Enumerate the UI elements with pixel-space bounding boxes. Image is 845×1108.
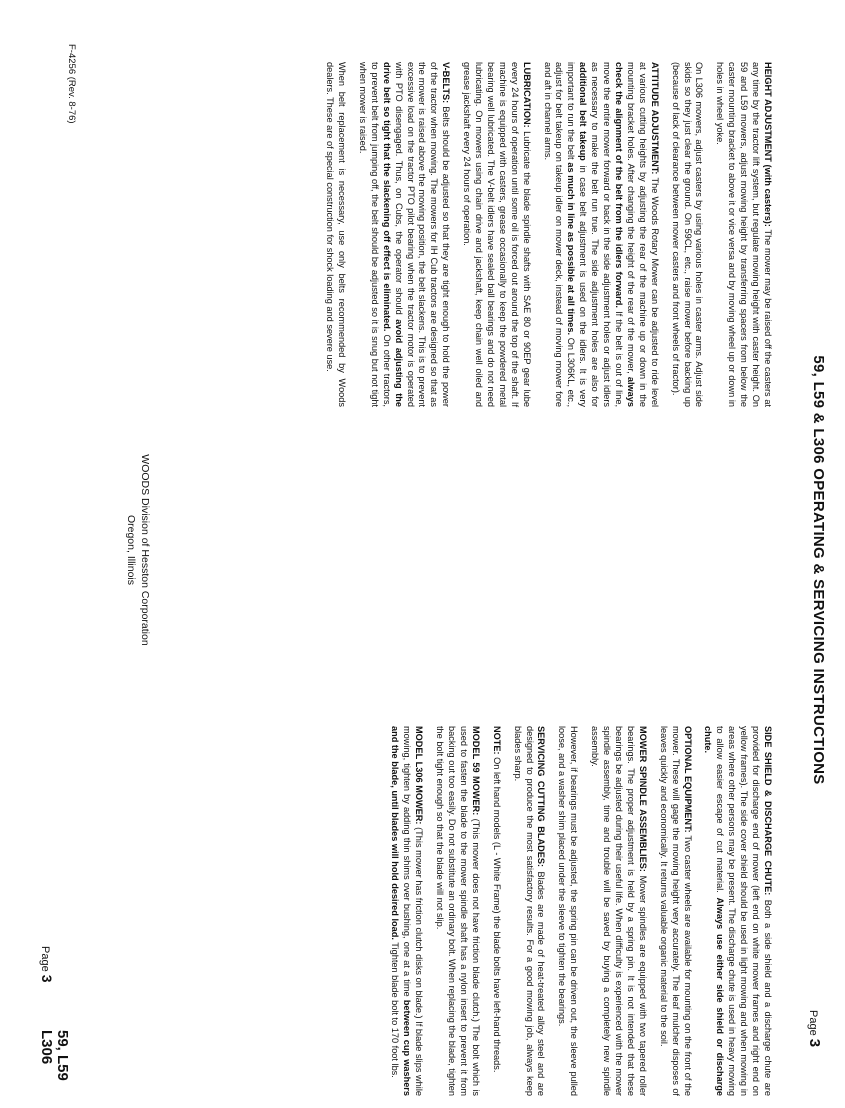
section-height-adjustment (713, 62, 773, 407)
page-number: 3 (806, 1038, 823, 1048)
page-number-bottom: Page 3 (39, 946, 55, 983)
section-lubrication: LUBRICATION: Lubricate the blade spindle shafts with SAE 80 or 90EP gear lube every 24 hours of operation until some oil is forced out around the top of the shaft. If machine is equipped with casters, grease occasionally to keep the powdered metal bearing well lubricated. The V-belt idlers have sealed ball bearings and do not need lubricating. On mowers using chain drive and jackshaft, keep chain well oiled and grease jackshaft every 24 hours of operation. (462, 62, 532, 407)
column-left (314, 62, 773, 407)
section-heading: MODEL L306 MOWER: (414, 726, 425, 825)
section-heading: V-BELTS: (441, 62, 452, 104)
model-line-2: L306 (38, 1030, 55, 1065)
footer-company (124, 400, 152, 700)
paragraph-spindle-bearings: However, if bearings must be adjusted, the spring pin can be driven out, the sleeve pulled loose, and a washer shim placed under the sleeve to tighten the bearings. (557, 726, 580, 1096)
section-heading: LUBRICATION: (521, 62, 532, 128)
column-right (380, 726, 773, 1096)
section-optional-equipment: OPTIONAL EQUIPMENT: Two caster wheels are available for mounting on the front of the mower. These will gage the mowing height very accurately. The leaf mulcher disposes of leaves quickly and economically. It returns valuable organic material to the soil. (658, 726, 693, 1096)
section-spindle-assemblies: MOWER SPINDLE ASSEMBLIES: Mower spindles are equipped with two tapered roller bearings. The proper adjustment is held by a spring pin. It is not intended that these bearings be adjusted during their useful life. When difficulty is experienced with the mower spindle assembly, time and trouble will be saved by buying a completely new spindle assembly. (590, 726, 648, 1097)
form-number: F-4256 (Rev. 8-76) (66, 44, 77, 124)
section-cutting-blades: SERVICING CUTTING BLADES: Blades are made of heat-treated alloy steel and are designed to produce the most satisfactory results. For a good mowing job, always keep blades sharp. (512, 726, 547, 1097)
model-numbers (38, 1030, 70, 1081)
company-location: Oregon, Illinois (125, 514, 137, 586)
paragraph-belt-replacement: When belt replacement is necessary, use only belts recommended by Woods dealers. These are of special construction for shock loading and severe use. (325, 62, 347, 407)
section-heading: HEIGHT ADJUSTMENT (with casters): (763, 62, 773, 227)
company-name: WOODS Division of Hesston Corporation (139, 454, 151, 646)
section-heading: MODEL 59 MOWER: (470, 726, 481, 816)
page-title: 59, L59 & L306 OPERATING & SERVICING INSTRUCTIONS (810, 355, 827, 785)
section-model-59: MODEL 59 MOWER: (This mower does not have friction blade clutch.) The bolt which is used to fasten the blade to the mower spindle shaft has a nylon insert to prevent it from backing out too easily. Do not substitute an ordinary bolt. When replacing the blade, tighten the bolt tight enough so that the blade will not slip. (435, 726, 481, 1096)
section-text: The mower may be raised off the casters at any time by the tractor lift system, but regulate mowing height with caster height. On 59 and L59 mowers, adjust mowing height by transferring spacers from below the caster mounting bracket to above it or vice versa and by moving wheel up or down in holes in wheel yoke. (715, 62, 773, 407)
section-heading: SIDE SHIELD & DISCHARGE CHUTE: (763, 726, 773, 896)
section-side-shield: SIDE SHIELD & DISCHARGE CHUTE: Both a side shield and a discharge chute are provided for discharge end of mower (left end on white mower frames and right end on yellow frames). The side cover shield should be used in light mowing and when mowing in areas where other persons may be present. The discharge chute is used in heavy mowing to allow easier escape of cut material. Always use either side shield or discharge chute. (703, 726, 773, 1096)
model-line-1: 59, L59 (54, 1030, 71, 1081)
section-heading: MOWER SPINDLE ASSEMBLIES: (637, 726, 648, 872)
paragraph-l306-casters: On L306 mowers, adjust casters by using various holes in caster arms. Adjust side skids so they just clear the ground. On 59CL, etc., raise mower before backing up (because of lack of clearance between mower casters and front wheels of tractor). (670, 62, 705, 407)
section-note: NOTE: On left hand models (L - White Frame) the blade bolts have left-hand threads. (491, 726, 502, 1073)
page-label: Page (807, 1010, 819, 1036)
section-attitude-adjustment: ATTITUDE ADJUSTMENT: The Woods Rotary Mower can be adjusted to ride level at various cutting heights by adjusting the rear of the machine up or down in the mounting bracket holes. After changing the height of the rear of the mower, always check the alignment of the belt from the idlers forward. If the belt is out of line, move the entire mower forward or back in the side adjustment holes or adjust idlers as necessary to make the belt run true. The side adjustment holes are also for additional belt takeup in case belt adjustment is used on the idlers. It is very important to run the belt as much in line as possible at all times. On L306KL, etc., adjust for belt takeup on takeup idler on mower deck, instead of moving mower fore and aft in channel arms. (542, 62, 660, 408)
page-number-top (806, 1010, 823, 1047)
section-heading: OPTIONAL EQUIPMENT: (682, 726, 693, 833)
section-heading: SERVICING CUTTING BLADES: (536, 726, 547, 868)
section-model-l306: MODEL L306 MOWER: (This mower has friction clutch disks on blade.) If blade slips while mowing, tighten by adding thin shims over bushing, one at a time between cup washers and the blade, until blades will hold desired load. Tighten blade bolt to 170 foot lbs. (390, 726, 425, 1096)
section-heading: NOTE: (491, 726, 502, 755)
section-heading: ATTITUDE ADJUSTMENT: (649, 62, 660, 175)
section-v-belts: V-BELTS: Belts should be adjusted so that they are tight enough to hold the power of the tractor when mowing. The mowers for IH Cub tractors are designed so that as the mower is raised above the mowing position, the belt slackens. This is to prevent excessive load on the tractor PTO pilot bearing when the tractor motor is operated with PTO disengaged. Thus, on Cubs, the operator should avoid adjusting the drive belt so tight that the slackening off effect is eliminated. On other tractors, to prevent belt from jumping off, the belt should be adjusted so it is snug but not tight when mower is raised. (357, 62, 452, 407)
